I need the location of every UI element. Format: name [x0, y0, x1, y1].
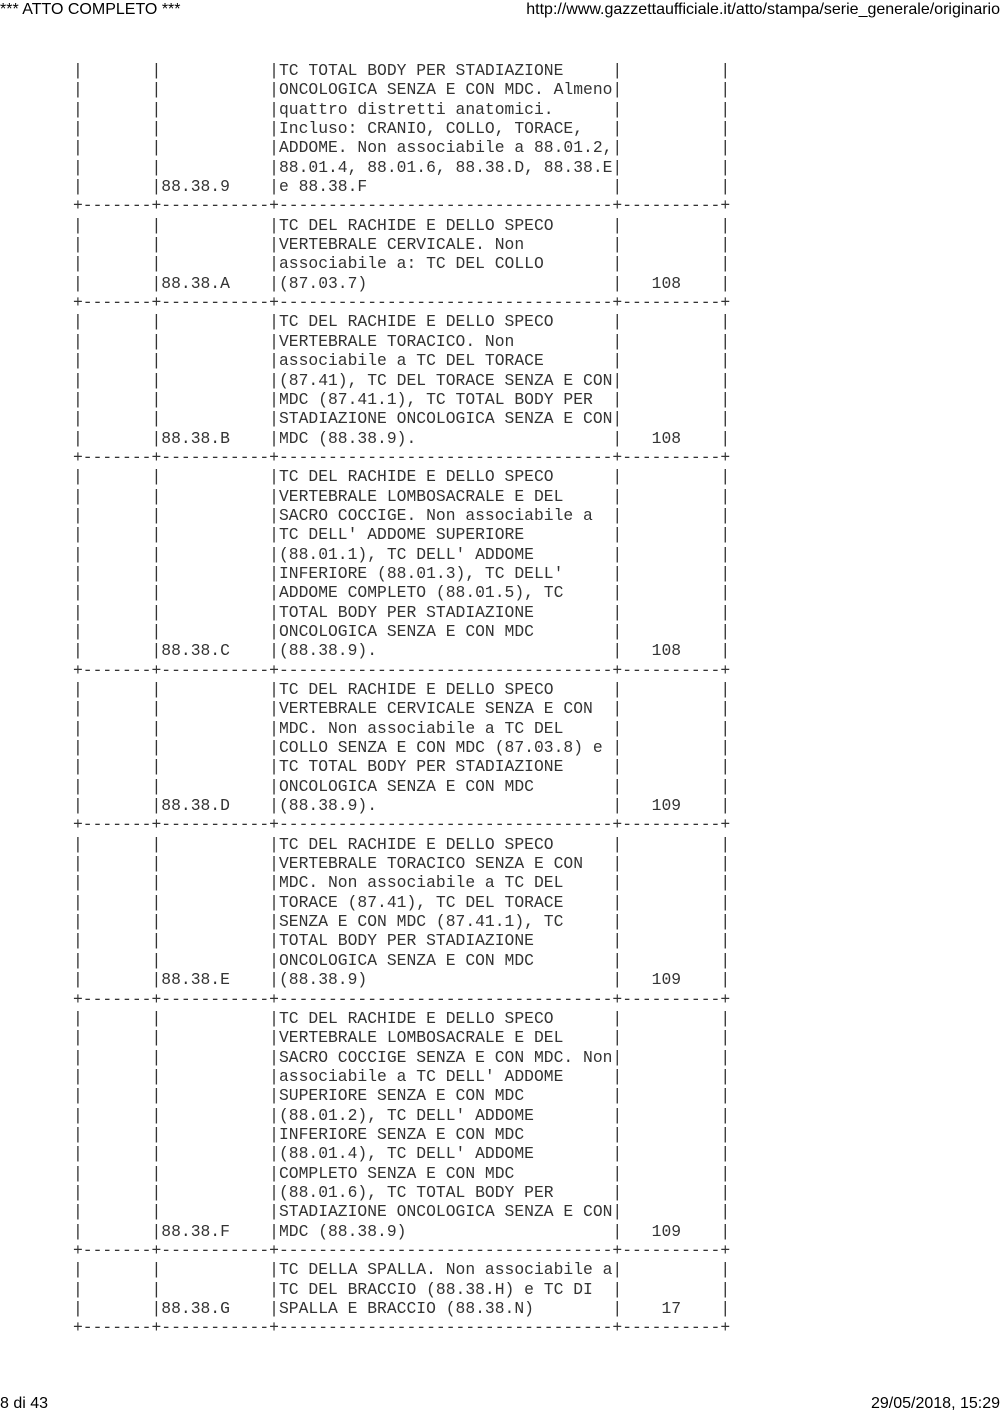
- ascii-table: | | |TC TOTAL BODY PER STADIAZIONE | | | | |ONCOLOGICA SENZA E CON MDC. Almeno| | | | |quattro distretti anatomici. | | | | |Incluso: CRANIO, COLLO, TORACE, | | | | |ADDOME. Non associabile a 88.01.2,| | | | |88.01.4, 88.01.6, 88.38.D, 88.38.E| | | |88.38.9 |e 88.38.F | | +-------+-----------+----------------------------------+----------+ | | |TC DEL RACHIDE E DELLO SPECO | | | | |VERTEBRALE CERVICALE. Non | | | | |associabile a: TC DEL COLLO | | | |88.38.A |(87.03.7) | 108 | +-------+-----------+----------------------------------+----------+ | | |TC DEL RACHIDE E DELLO SPECO | | | | |VERTEBRALE TORACICO. Non | | | | |associabile a TC DEL TORACE | | | | |(87.41), TC DEL TORACE SENZA E CON| | | | |MDC (87.41.1), TC TOTAL BODY PER | | | | |STADIAZIONE ONCOLOGICA SENZA E CON| | | |88.38.B |MDC (88.38.9). | 108 | +-------+-----------+----------------------------------+----------+ | | |TC DEL RACHIDE E DELLO SPECO | | | | |VERTEBRALE LOMBOSACRALE E DEL | | | | |SACRO COCCIGE. Non associabile a | | | | |TC DELL' ADDOME SUPERIORE | | | | |(88.01.1), TC DELL' ADDOME | | | | |INFERIORE (88.01.3), TC DELL' | | | | |ADDOME COMPLETO (88.01.5), TC | | | | |TOTAL BODY PER STADIAZIONE | | | | |ONCOLOGICA SENZA E CON MDC | | | |88.38.C |(88.38.9). | 108 | +-------+-----------+----------------------------------+----------+ | | |TC DEL RACHIDE E DELLO SPECO | | | | |VERTEBRALE CERVICALE SENZA E CON | | | | |MDC. Non associabile a TC DEL | | | | |COLLO SENZA E CON MDC (87.03.8) e | | | | |TC TOTAL BODY PER STADIAZIONE | | | | |ONCOLOGICA SENZA E CON MDC | | | |88.38.D |(88.38.9). | 109 | +-------+-----------+----------------------------------+----------+ | | |TC DEL RACHIDE E DELLO SPECO | | | | |VERTEBRALE TORACICO SENZA E CON | | | | |MDC. Non associabile a TC DEL | | | | |TORACE (87.41), TC DEL TORACE | | | | |SENZA E CON MDC (87.41.1), TC | | | | |TOTAL BODY PER STADIAZIONE | | | | |ONCOLOGICA SENZA E CON MDC | | | |88.38.E |(88.38.9) | 109 | +-------+-----------+----------------------------------+----------+ | | |TC DEL RACHIDE E DELLO SPECO | | | | |VERTEBRALE LOMBOSACRALE E DEL | | | | |SACRO COCCIGE SENZA E CON MDC. Non| | | | |associabile a TC DELL' ADDOME | | | | |SUPERIORE SENZA E CON MDC | | | | |(88.01.2), TC DELL' ADDOME | | | | |INFERIORE SENZA E CON MDC | | | | |(88.01.4), TC DELL' ADDOME | | | | |COMPLETO SENZA E CON MDC | | | | |(88.01.6), TC TOTAL BODY PER | | | | |STADIAZIONE ONCOLOGICA SENZA E CON| | | |88.38.F |MDC (88.38.9) | 109 | +-------+-----------+----------------------------------+----------+ | | |TC DELLA SPALLA. Non associabile a| | | | |TC DEL BRACCIO (88.38.H) e TC DI | | | |88.38.G |SPALLA E BRACCIO (88.38.N) | 17 | +-------+-----------+----------------------------------+----------+: [73, 61, 731, 1338]
- print-header-title: *** ATTO COMPLETO ***: [0, 1, 181, 18]
- print-datetime: 29/05/2018, 15:29: [870, 1395, 1000, 1412]
- page-counter: 8 di 43: [0, 1395, 49, 1412]
- print-header-url: http://www.gazzettaufficiale.it/atto/stampa/serie_generale/originario: [526, 1, 1000, 18]
